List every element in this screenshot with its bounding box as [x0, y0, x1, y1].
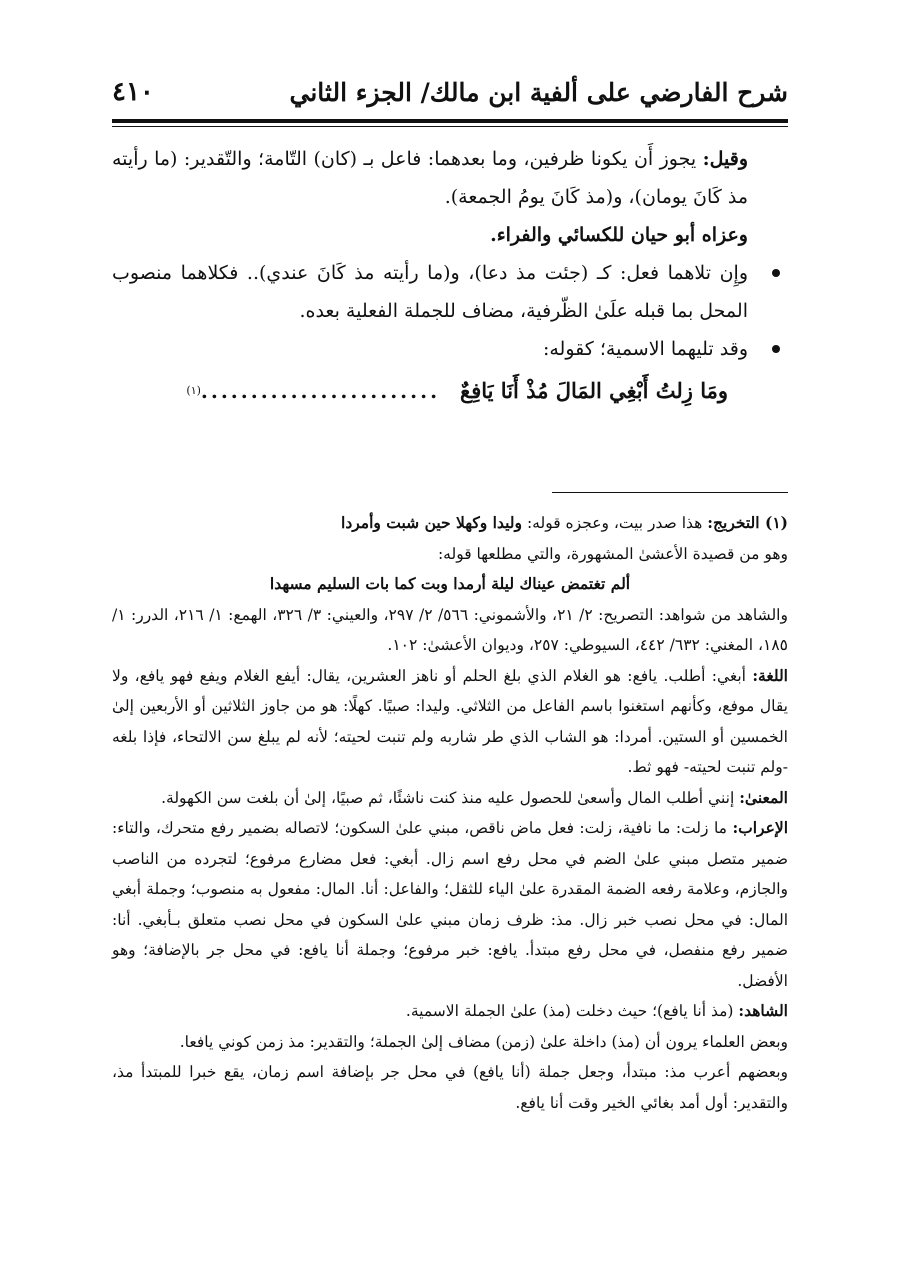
footnote-shahid-label: الشاهد: — [738, 1001, 788, 1020]
poetry-verse — [112, 372, 788, 410]
footnote-separator — [552, 492, 788, 493]
bullet-item-2-text: وقد تليهما الاسمية؛ كقوله: — [542, 338, 748, 360]
paragraph-attribution: وعزاه أبو حيان للكسائي والفراء. — [490, 224, 748, 246]
footnote-irab — [112, 813, 788, 996]
bullet-item-1 — [112, 254, 788, 330]
running-title: شرح الفارضي على ألفية ابن مالك/ الجزء الثاني — [289, 77, 788, 107]
footnote-scholars-1: وبعض العلماء يرون أن (مذ) داخلة علىٰ (زمن) مضاف إلىٰ الجملة؛ والتقدير: مذ زمن كوني يافعا. — [179, 1032, 788, 1051]
footnote-takhrij-text: هذا صدر بيت، وعجزه قوله: — [526, 514, 703, 532]
footnote-source: وهو من قصيدة الأعشىٰ المشهورة، والتي مطلعها قوله: — [437, 544, 788, 563]
footnote-irab-label: الإعراب: — [732, 818, 789, 837]
footnote-takhrij-verse: وليدا وكهلا حين شبت وأمردا — [341, 513, 522, 532]
footnote-shahid-text: (مذ أنا يافع)؛ حيث دخلت (مذ) علىٰ الجملة الاسمية. — [405, 1002, 734, 1020]
footnote-meaning-text: إنني أطلب المال وأسعىٰ للحصول عليه منذ كنت ناشئًا، ثم صبيًا، إلىٰ أن بلغت سن الكهولة. — [161, 788, 735, 807]
page-header — [112, 72, 788, 112]
header-rule-thin — [112, 126, 788, 127]
footnote-meaning-label: المعنىٰ: — [739, 787, 788, 807]
footnote-witnesses: والشاهد من شواهد: التصريح: ٢/ ٢١، والأشموني: ٥٦٦/ ٢/ ٢٩٧، والعيني: ٣/ ٣٢٦، الهمع: ١/ ٢١٦، الدرر: ١/ ١٨٥، المغني: ٦٣٢/ ٤٤٢، السيوطي: ٢٥٧، وديوان الأعشىٰ: ١٠٢. — [112, 605, 788, 654]
header-rule-thick — [112, 119, 788, 123]
bullet-icon — [772, 269, 780, 277]
footnote-meaning — [112, 783, 788, 814]
footnote-lugha — [112, 661, 788, 783]
footnote-opening-verse: ألم تغتمض عيناك ليلة أرمدا وبت كما بات السليم مسهدا — [269, 574, 631, 593]
footnote-lugha-text: أبغي: أطلب. يافع: هو الغلام الذي بلغ الحلم أو ناهز العشرين، يقال: أيفع الغلام ويفع فهو يافع، ولا يقال موفع، وكأنهم استغنوا باسم الفاعل من الثلاثي. وليدا: صبيًا. كهلًا: هو من جاوز الثلاثين أو الأربعين إلىٰ الخمسين أو الستين. أمردا: هو الشاب الذي طر شاربه ولم تنبت لحيته؛ لأنه لم يبلغ سن الالتحاء، فإذا بلغه -ولم تنبت لحيته- فهو ثط. — [112, 666, 788, 776]
main-text — [112, 140, 788, 410]
footnote-shahid — [112, 996, 788, 1027]
footnote-scholars-2: وبعضهم أعرب مذ: مبتدأ، وجعل جملة (أنا يافع) في محل جر بإضافة اسم زمان، يقع خبرا للمبتدأ مذ، والتقدير: أول أمد بغائي الخير وقت أنا يافع. — [112, 1063, 788, 1112]
footnote-lugha-label: اللغة: — [752, 665, 788, 685]
verse-hemistich: ومَا زِلتُ أَبْغِي المَالَ مُذْ أَنَا يَافِعٌ — [460, 378, 728, 403]
bullet-icon — [772, 345, 780, 353]
paragraph-qil-text: يجوز أَن يكونا ظرفين، وما بعدهما: فاعل بـ (كان) التّامة؛ والتّقدير: (ما رأيته مذ كَانَ يومان)، و(مذ كَانَ يومُ الجمعة). — [112, 148, 748, 208]
term-qil: وقيل: — [702, 148, 748, 170]
bullet-item-2 — [112, 330, 788, 368]
page-number: ٤١٠ — [112, 77, 154, 107]
footnote-marker: (١) — [186, 384, 201, 397]
verse-dots: ........................ — [200, 379, 441, 403]
footnote-takhrij-label: (١) التخريج: — [707, 513, 788, 532]
bullet-item-1-text: وإِن تلاهما فعل: كـ (جئت مذ دعا)، و(ما رأيته مذ كَانَ عندي).. فكلاهما منصوب المحل بما قبله علَىٰ الظّرفية، مضاف للجملة الفعلية بعده. — [112, 262, 748, 322]
footnotes — [112, 508, 788, 1118]
footnote-takhrij — [112, 508, 788, 539]
paragraph-qil — [112, 140, 788, 216]
footnote-irab-text: ما زلت: ما نافية، زلت: فعل ماض ناقص، مبني علىٰ السكون؛ لاتصاله بضمير رفع متحرك، والتاء: ضمير متصل مبني علىٰ الضم في محل رفع اسم زال. أبغي: فعل مضارع مرفوع؛ لتجرده من الناصب والجازم، وعلامة رفعه الضمة المقدرة علىٰ الياء للثقل؛ والفاعل: أنا. المال: مفعول به منصوب؛ وجملة أبغي المال: في محل نصب خبر زال. مذ: ظرف زمان مبني علىٰ السكون في محل نصب متعلق بـأبغي. أنا: ضمير رفع منفصل، في محل رفع مبتدأ. يافع: خبر مرفوع؛ وجملة أنا يافع: في محل جر بالإضافة؛ وهو الأفضل. — [112, 819, 788, 990]
